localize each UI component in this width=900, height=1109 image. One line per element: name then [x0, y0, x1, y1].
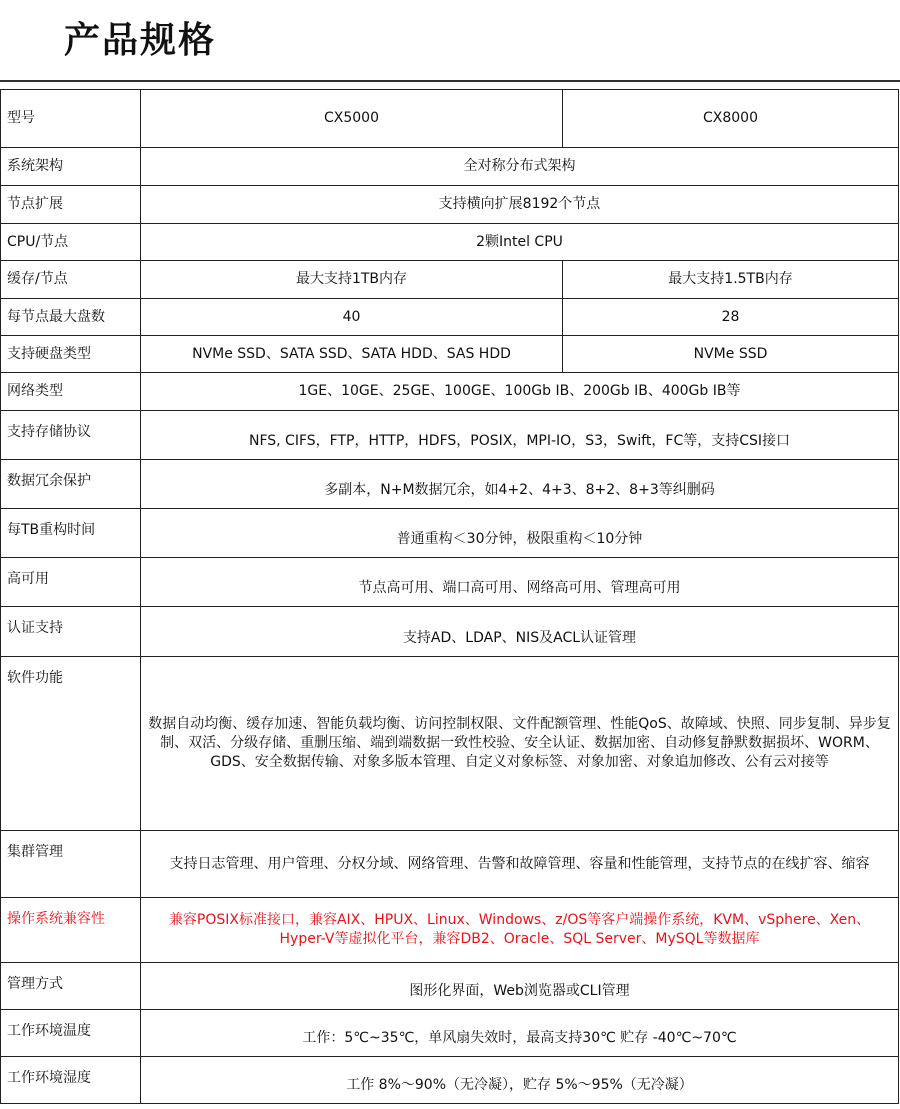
row-value: 支持横向扩展8192个节点 — [141, 186, 899, 224]
cx8000-value: 最大支持1.5TB内存 — [563, 261, 899, 299]
model-cx5000: CX5000 — [141, 90, 563, 148]
table-row — [1, 657, 899, 831]
row-label: 认证支持 — [1, 607, 141, 657]
row-value: 支持AD、LDAP、NIS及ACL认证管理 — [141, 607, 899, 657]
table-row — [1, 224, 899, 261]
table-row — [1, 373, 899, 411]
row-value: 普通重构＜30分钟，极限重构＜10分钟 — [141, 509, 899, 558]
model-cx8000: CX8000 — [563, 90, 899, 148]
row-value: 工作 8%～90%（无冷凝），贮存 5%～95%（无冷凝） — [141, 1057, 899, 1104]
cx5000-value: NVMe SSD、SATA SSD、SATA HDD、SAS HDD — [141, 336, 563, 373]
page-title: 产品规格 — [64, 19, 217, 61]
table-row — [1, 148, 899, 186]
row-value: 节点高可用、端口高可用、网络高可用、管理高可用 — [141, 558, 899, 607]
table-row — [1, 411, 899, 460]
row-label: CPU/节点 — [1, 224, 141, 261]
title-divider — [0, 80, 900, 82]
row-label: 支持存储协议 — [1, 411, 141, 460]
cx5000-value: 最大支持1TB内存 — [141, 261, 563, 299]
spec-table — [0, 89, 899, 1104]
row-label: 工作环境温度 — [1, 1010, 141, 1057]
row-value: 2颗Intel CPU — [141, 224, 899, 261]
table-row — [1, 261, 899, 299]
table-row — [1, 509, 899, 558]
row-value: NFS, CIFS，FTP，HTTP，HDFS，POSIX，MPI-IO，S3，Swift，FC等，支持CSI接口 — [141, 411, 899, 460]
table-row — [1, 558, 899, 607]
table-row — [1, 299, 899, 336]
row-label: 操作系统兼容性 — [1, 898, 141, 963]
row-label: 数据冗余保护 — [1, 460, 141, 509]
row-label: 管理方式 — [1, 963, 141, 1010]
row-label: 节点扩展 — [1, 186, 141, 224]
table-row — [1, 186, 899, 224]
row-value: 多副本，N+M数据冗余，如4+2、4+3、8+2、8+3等纠删码 — [141, 460, 899, 509]
row-label: 网络类型 — [1, 373, 141, 411]
row-label: 软件功能 — [1, 657, 141, 831]
table-row — [1, 460, 899, 509]
table-row — [1, 898, 899, 963]
table-row — [1, 963, 899, 1010]
row-value: 图形化界面，Web浏览器或CLI管理 — [141, 963, 899, 1010]
row-label: 系统架构 — [1, 148, 141, 186]
row-value: 兼容POSIX标准接口，兼容AIX、HPUX、Linux、Windows、z/OS等客户端操作系统，KVM、vSphere、Xen、Hyper-V等虚拟化平台，兼容DB2、Oracle、SQL Server、MySQL等数据库 — [141, 898, 899, 963]
row-label: 工作环境湿度 — [1, 1057, 141, 1104]
row-label: 每节点最大盘数 — [1, 299, 141, 336]
row-label: 缓存/节点 — [1, 261, 141, 299]
row-label: 集群管理 — [1, 831, 141, 898]
row-value: 全对称分布式架构 — [141, 148, 899, 186]
table-row — [1, 1057, 899, 1104]
row-label: 支持硬盘类型 — [1, 336, 141, 373]
cx8000-value: NVMe SSD — [563, 336, 899, 373]
model-label: 型号 — [1, 90, 141, 148]
row-value: 工作：5℃~35℃，单风扇失效时，最高支持30℃ 贮存 -40℃~70℃ — [141, 1010, 899, 1057]
row-label: 每TB重构时间 — [1, 509, 141, 558]
row-label: 高可用 — [1, 558, 141, 607]
table-header-row — [1, 90, 899, 148]
table-row — [1, 336, 899, 373]
cx5000-value: 40 — [141, 299, 563, 336]
table-row — [1, 831, 899, 898]
table-row — [1, 607, 899, 657]
table-row — [1, 1010, 899, 1057]
row-value: 1GE、10GE、25GE、100GE、100Gb IB、200Gb IB、400Gb IB等 — [141, 373, 899, 411]
row-value: 数据自动均衡、缓存加速、智能负载均衡、访问控制权限、文件配额管理、性能QoS、故障域、快照、同步复制、异步复制、双活、分级存储、重删压缩、端到端数据一致性校验、安全认证、数据加密、自动修复静默数据损坏、WORM、GDS、安全数据传输、对象多版本管理、自定义对象标签、对象加密、对象追加修改、公有云对接等 — [141, 657, 899, 831]
row-value: 支持日志管理、用户管理、分权分域、网络管理、告警和故障管理、容量和性能管理，支持节点的在线扩容、缩容 — [141, 831, 899, 898]
cx8000-value: 28 — [563, 299, 899, 336]
